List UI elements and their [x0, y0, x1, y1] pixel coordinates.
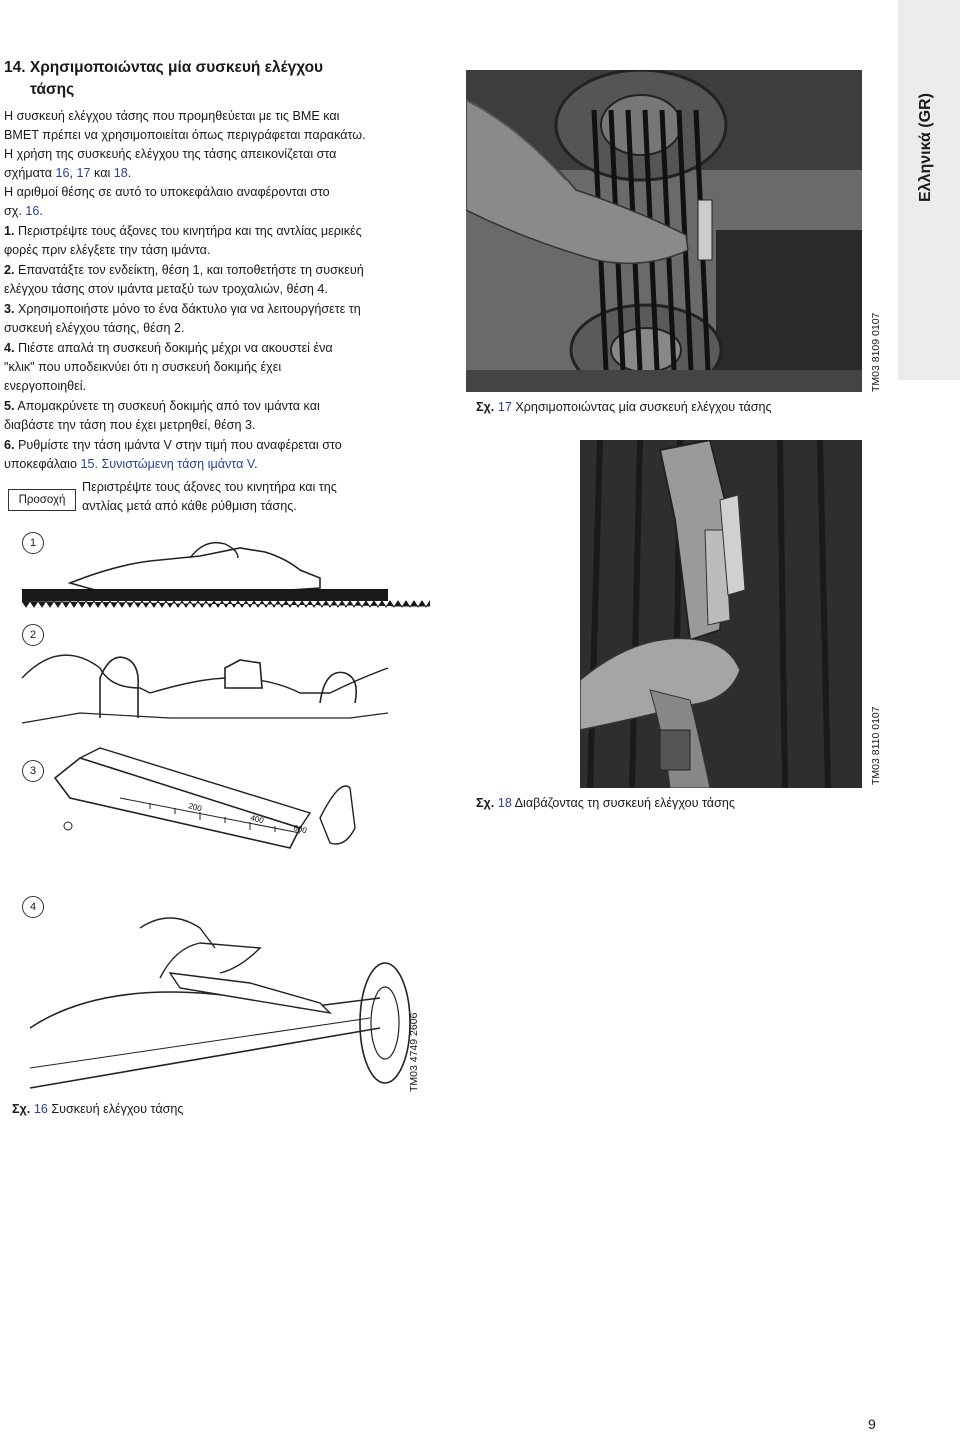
intro-line	[4, 164, 444, 183]
caution-text	[82, 478, 442, 516]
step-text: ενεργοποιηθεί.	[4, 379, 87, 393]
caption-number: 18	[497, 796, 512, 810]
caution-badge: Προσοχή	[8, 489, 76, 511]
steps-list	[4, 222, 444, 474]
tester-reading-photo	[580, 440, 862, 788]
step-number: 3.	[4, 302, 15, 316]
figure18-photo	[580, 440, 862, 788]
figure18-tm-code: TM03 8110 0107	[870, 706, 882, 785]
page-number: 9	[868, 1416, 876, 1432]
intro-line: Η χρήση της συσκευής ελέγχου της τάσης απεικονίζεται στα	[4, 147, 337, 161]
intro-text: .	[127, 166, 132, 180]
caption-text: Διαβάζοντας τη συσκευή ελέγχου τάσης	[514, 796, 735, 810]
step-text: .	[254, 457, 258, 471]
step-number: 6.	[4, 438, 15, 452]
figure16-tm-code: TM03 4749 2606	[408, 1012, 420, 1092]
caution-line: αντλίας μετά από κάθε ρύθμιση τάσης.	[82, 499, 297, 513]
intro-text: και	[90, 166, 114, 180]
step-text: Απομακρύνετε τη συσκευή δοκιμής από τον ιμάντα και	[17, 399, 320, 413]
step-text: ελέγχου τάσης στον ιμάντα μεταξύ των τροχαλιών, θέση 4.	[4, 282, 328, 296]
step-text: Πιέστε απαλά τη συσκευή δοκιμής μέχρι να ακουστεί ένα	[18, 341, 333, 355]
step-item	[4, 339, 444, 396]
device-between-pulleys-drawing	[30, 918, 410, 1088]
caption-number: 16	[33, 1102, 48, 1116]
step-text: Ρυθμίστε την τάση ιμάντα V στην τιμή που αναφέρεται στο	[18, 438, 342, 452]
caption-prefix: Σχ.	[12, 1102, 31, 1116]
scale-reading-drawing	[55, 748, 355, 848]
intro-line: BMET πρέπει να χρησιμοποιείται όπως περιγράφεται παρακάτω.	[4, 128, 366, 142]
section-title-line1: 14. Χρησιμοποιώντας μία συσκευή ελέγχου	[4, 59, 324, 76]
figure-link-18[interactable]: 18	[113, 166, 128, 180]
intro-text: σχ.	[4, 204, 26, 218]
figure17-photo	[466, 70, 862, 392]
section-title-line2: τάσης	[30, 81, 75, 98]
figure17-tm-code: TM03 8109 0107	[870, 312, 882, 392]
intro-text: .	[39, 204, 43, 218]
step-text: Χρησιμοποιήστε μόνο το ένα δάκτυλο για να λειτουργήσετε τη	[18, 302, 361, 316]
position-marker-3: 3	[22, 760, 44, 782]
step-text: συσκευή ελέγχου τάσης, θέση 2.	[4, 321, 185, 335]
scale-label: 400	[249, 813, 265, 826]
step-item	[4, 222, 444, 260]
step-item	[4, 436, 444, 474]
caption-prefix: Σχ.	[476, 400, 495, 414]
step-text: φορές πριν ελέγξετε την τάση ιμάντα.	[4, 243, 211, 257]
step-item	[4, 397, 444, 435]
step-item	[4, 261, 444, 299]
step-text: "κλικ" που υποδεικνύει ότι η συσκευή δοκιμής έχει	[4, 360, 282, 374]
language-tab	[898, 0, 960, 380]
step-number: 1.	[4, 224, 15, 238]
caption-text: Συσκευή ελέγχου τάσης	[51, 1102, 184, 1116]
finger-press-drawing	[22, 655, 388, 723]
figure17-caption	[476, 400, 772, 414]
step-number: 2.	[4, 263, 15, 277]
caption-prefix: Σχ.	[476, 796, 495, 810]
position-marker-1: 1	[22, 532, 44, 554]
caution-line: Περιστρέψτε τους άξονες του κινητήρα και της	[82, 480, 337, 494]
belt-tension-photo	[466, 70, 862, 392]
section-link[interactable]: 15. Συνιστώμενη τάση ιμάντα V	[80, 457, 255, 471]
caption-text: Χρησιμοποιώντας μία συσκευή ελέγχου τάσης	[515, 400, 772, 414]
position-marker-4: 4	[22, 896, 44, 918]
figure-link-16[interactable]: 16	[25, 204, 40, 218]
intro-line: Η αριθμοί θέσης σε αυτό το υποκεφάλαιο αναφέρονται στο	[4, 185, 330, 199]
intro-text: σχήματα	[4, 166, 56, 180]
figure18-caption	[476, 796, 735, 810]
tester-on-belt-drawing	[22, 543, 430, 607]
caption-number: 17	[497, 400, 512, 414]
step-number: 5.	[4, 399, 15, 413]
intro-line	[4, 202, 444, 221]
step-text: διαβάστε την τάση που έχει μετρηθεί, θέση 3.	[4, 418, 256, 432]
figure16-caption	[12, 1102, 183, 1116]
language-tab-label: Ελληνικά (GR)	[917, 93, 934, 202]
step-text: υποκεφάλαιο	[4, 457, 81, 471]
step-text: Επανατάξτε τον ενδείκτη, θέση 1, και τοποθετήστε τη συσκευή	[18, 263, 364, 277]
step-text: Περιστρέψτε τους άξονες του κινητήρα και της αντλίας μερικές	[18, 224, 362, 238]
figure16-illustration	[0, 528, 430, 1108]
intro-line: Η συσκευή ελέγχου τάσης που προμηθεύεται με τις BME και	[4, 109, 340, 123]
scale-label: 600	[292, 823, 308, 836]
position-marker-2: 2	[22, 624, 44, 646]
intro-paragraph	[4, 107, 444, 221]
scale-label: 200	[187, 801, 203, 814]
step-item	[4, 300, 444, 338]
step-number: 4.	[4, 341, 15, 355]
figure-link-17[interactable]: 17	[76, 166, 91, 180]
figure-link-16[interactable]: 16	[55, 166, 70, 180]
intro-text: ,	[69, 166, 77, 180]
section-title	[4, 57, 444, 101]
